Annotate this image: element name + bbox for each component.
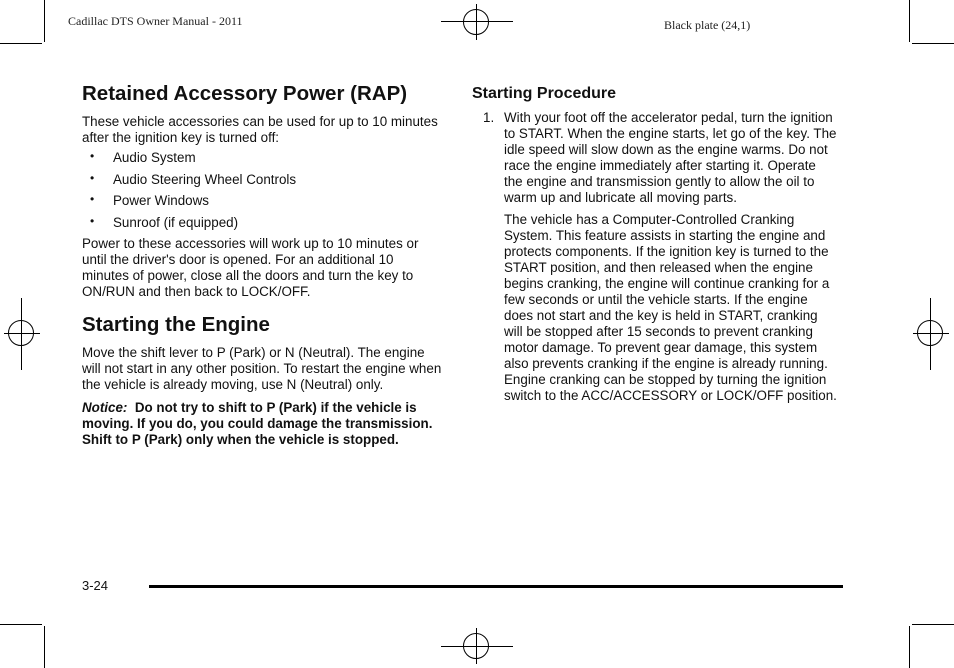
list-item: • Audio System <box>90 149 196 165</box>
left-column <box>82 82 444 448</box>
crop-mark-tr-v <box>909 0 910 42</box>
list-item: • Audio Steering Wheel Controls <box>90 170 297 187</box>
notice-paragraph <box>82 400 444 448</box>
step-number: 1. <box>483 110 495 125</box>
list-item: • Sunroof (if equipped) <box>90 213 239 230</box>
manual-title: Cadillac DTS Owner Manual - 2011 <box>68 14 243 28</box>
list-item <box>470 110 838 206</box>
crop-mark-br-h <box>912 624 954 625</box>
procedure-steps <box>470 110 838 206</box>
bullet-icon: • <box>90 149 95 163</box>
bullet-icon: • <box>90 170 95 185</box>
starting-procedure-heading: Starting Procedure <box>472 85 617 102</box>
black-plate-label: Black plate (24,1) <box>664 18 751 32</box>
bullet-icon: • <box>90 213 95 228</box>
starting-engine-paragraph: Move the shift lever to P (Park) or N (Neutral). The engine will not start in any other position. To restart the engine when the vehicle is already moving, use N (Neutral) only. <box>82 345 442 392</box>
starting-engine-heading: Starting the Engine <box>82 313 270 336</box>
rap-paragraph: Power to these accessories will work up to 10 minutes or until the driver's door is opened. For an additional 10 minutes of power, close all the doors and turn the key to ON/RUN and then back to LOCK/OFF. <box>82 236 419 299</box>
crop-mark-bl-h <box>0 624 42 625</box>
crop-mark-tr-h <box>912 43 954 44</box>
rap-accessory-list <box>82 150 444 231</box>
notice-label: Notice: <box>82 400 128 415</box>
rap-intro: These vehicle accessories can be used for up to 10 minutes after the ignition key is turned off: <box>82 114 438 145</box>
crop-mark-bl-v <box>44 626 45 668</box>
list-item: • Power Windows <box>90 192 209 208</box>
crop-mark-tl-v <box>44 0 45 42</box>
page-number: 3-24 <box>82 578 109 593</box>
cranking-system-paragraph: The vehicle has a Computer-Controlled Cranking System. This feature assists in starting the engine and protects components. If the ignition key is turned to the START position, and then released when the engine begins cranking, the engine will continue cranking for a few seconds or until the vehicle starts. If the engine does not start and the key is held in START, cranking will be stopped after 15 seconds to prevent cranking motor damage. To prevent gear damage, this system also prevents cranking if the engine is already running. Engine cranking can be stopped by turning the ignition switch to the ACC/ACCESSORY or LOCK/OFF position. <box>504 212 837 403</box>
step-text: With your foot off the accelerator pedal, turn the ignition to START. When the engine starts, let go of the key. The idle speed will slow down as the engine warms. Do not race the engine immediately after starting it. Operate the engine and transmission gently to allow the oil to warm up and lubricate all moving parts. <box>504 110 837 205</box>
notice-text: Do not try to shift to P (Park) if the vehicle is moving. If you do, you could damage the transmission. Shift to P (Park) only when the vehicle is stopped. <box>82 400 433 447</box>
bullet-icon: • <box>90 192 95 206</box>
crop-mark-br-v <box>909 626 910 668</box>
right-column <box>470 84 838 404</box>
rap-heading: Retained Accessory Power (RAP) <box>82 82 408 105</box>
footer-rule <box>149 585 843 588</box>
crop-mark-tl-h <box>0 43 42 44</box>
